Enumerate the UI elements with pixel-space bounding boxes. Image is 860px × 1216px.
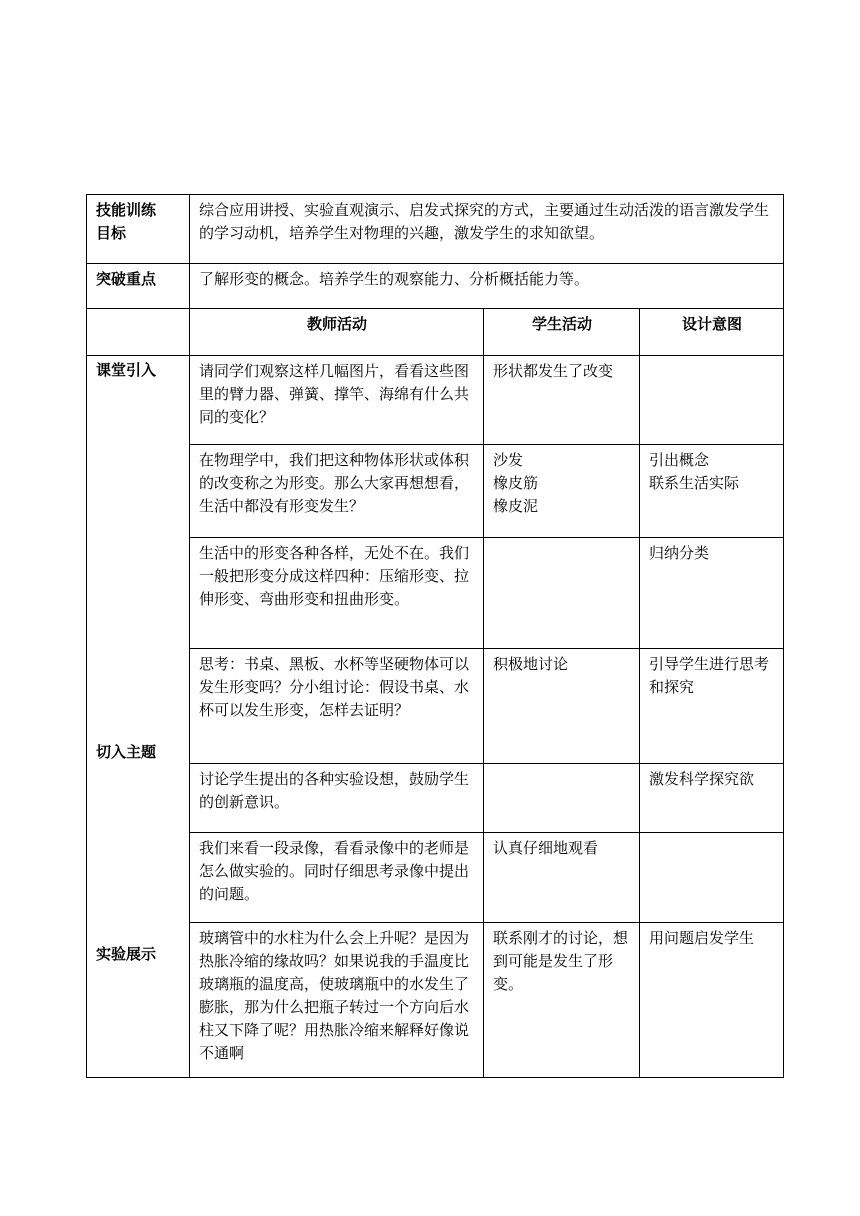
header-student-activity: 学生活动: [484, 309, 640, 356]
teacher-activity-cell: 生活中的形变各种各样，无处不在。我们一般把形变分成这样四种：压缩形变、拉伸形变、弯曲形变和扭曲形变。: [190, 538, 484, 649]
activity-row: [87, 445, 784, 538]
student-activity-line: 沙发: [493, 451, 524, 469]
teacher-activity-cell: 请同学们观察这样几幅图片，看看这些图里的臂力器、弹簧、撑竿、海绵有什么共同的变化？: [190, 356, 484, 445]
student-activity-cell: [484, 649, 640, 764]
student-activity-cell: [484, 356, 640, 445]
skill-training-row: [87, 195, 784, 264]
skill-training-label: [87, 195, 190, 264]
design-intent-cell: [640, 764, 784, 833]
teacher-activity-cell: 在物理学中，我们把这种物体形状或体积的改变称之为形变。那么大家再想想看，生活中都没有形变发生？: [190, 445, 484, 538]
design-intent-cell: [640, 356, 784, 445]
design-intent-line: 激发科学探究欲: [649, 770, 755, 788]
design-intent-cell: [640, 833, 784, 923]
teacher-activity-cell: 玻璃管中的水柱为什么会上升呢？是因为热胀冷缩的缘故吗？如果说我的手温度比玻璃瓶的温度高，使玻璃瓶中的水发生了膨胀，那为什么把瓶子转过一个方向后水柱又下降了呢？用热胀冷缩来解释好像说不通啊: [190, 923, 484, 1078]
header-teacher-activity: 教师活动: [190, 309, 484, 356]
design-intent-line: 引出概念: [649, 451, 710, 469]
student-activity-line: 认真仔细地观看: [493, 839, 599, 857]
student-activity-cell: 联系刚才的讨论，想到可能是发生了形变。: [484, 923, 640, 1078]
lesson-plan-table: [86, 194, 784, 1078]
activity-row: [87, 538, 784, 649]
design-intent-cell: 引导学生进行思考和探究: [640, 649, 784, 764]
header-design-intent: 设计意图: [640, 309, 784, 356]
activity-row: [87, 356, 784, 445]
phase-column: [87, 356, 190, 1078]
student-activity-cell: [484, 764, 640, 833]
student-activity-cell: [484, 445, 640, 538]
student-activity-line: 橡皮泥: [493, 497, 539, 515]
teacher-activity-cell: 我们来看一段录像，看看录像中的老师是怎么做实验的。同时仔细思考录像中提出的问题。: [190, 833, 484, 923]
header-empty-cell: [87, 309, 190, 356]
student-activity-cell: [484, 538, 640, 649]
key-point-label-line1: 突破重点: [96, 270, 157, 288]
design-intent-cell: [640, 538, 784, 649]
key-point-content: 了解形变的概念。培养学生的观察能力、分析概括能力等。: [190, 264, 784, 309]
key-point-row: [87, 264, 784, 309]
activity-row: [87, 649, 784, 764]
design-intent-line: 归纳分类: [649, 544, 710, 562]
student-activity-line: 橡皮筋: [493, 474, 539, 492]
design-intent-line: 用问题启发学生: [649, 929, 755, 947]
skill-training-label-line2: 目标: [96, 224, 127, 242]
phase-label-experiment: 实验展示: [96, 945, 157, 963]
activity-row: [87, 833, 784, 923]
skill-training-label-line1: 技能训练: [96, 201, 157, 219]
phase-label-topic: 切入主题: [96, 743, 157, 761]
activity-row: [87, 923, 784, 1078]
activity-row: [87, 764, 784, 833]
design-intent-cell: [640, 923, 784, 1078]
phase-label-intro: 课堂引入: [96, 361, 157, 379]
student-activity-line: 形状都发生了改变: [493, 362, 614, 380]
student-activity-line: 积极地讨论: [493, 655, 569, 673]
design-intent-line: 联系生活实际: [649, 474, 740, 492]
design-intent-cell: [640, 445, 784, 538]
key-point-label: [87, 264, 190, 309]
teacher-activity-cell: 讨论学生提出的各种实验设想，鼓励学生的创新意识。: [190, 764, 484, 833]
teacher-activity-cell: 思考：书桌、黑板、水杯等坚硬物体可以发生形变吗？分小组讨论：假设书桌、水杯可以发生形变，怎样去证明？: [190, 649, 484, 764]
skill-training-content: 综合应用讲授、实验直观演示、启发式探究的方式，主要通过生动活泼的语言激发学生的学习动机，培养学生对物理的兴趣，激发学生的求知欲望。: [190, 195, 784, 264]
student-activity-cell: [484, 833, 640, 923]
header-row: [87, 309, 784, 356]
